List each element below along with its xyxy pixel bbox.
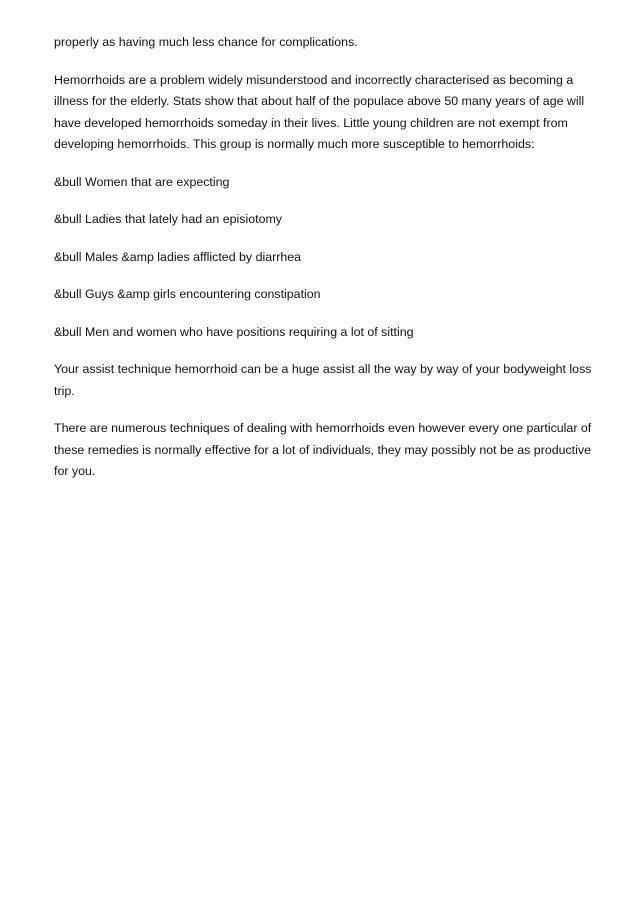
list-item-diarrhea: &bull Males &amp ladies afflicted by diarrhea [54, 249, 302, 264]
paragraph-remedies: There are numerous techniques of dealing with hemorrhoids even however every one particular of these remedies is normally effective for a lot of individuals, they may possibly not be as productive for you. [54, 421, 592, 478]
list-item-constipation: &bull Guys &amp girls encountering constipation [54, 287, 321, 301]
paragraph-intro-end: properly as having much less chance for complications. [54, 35, 358, 49]
list-item-women-expecting: &bull Women that are expecting [54, 174, 230, 189]
paragraph-hemorrhoids-overview: Hemorrhoids are a problem widely misunderstood and incorrectly characterised as becoming a illness for the elderly. Stats show that about half of the populace above 50 many years of age will have developed hemorrhoids someday in their lives. Little young children are not exempt from developing hemorrhoids. This group is normally much more susceptible to hemorrhoids: [54, 72, 585, 151]
list-item-sitting: &bull Men and women who have positions requiring a lot of sitting [54, 324, 414, 339]
list-item-episiotomy: &bull Ladies that lately had an episiotomy [54, 212, 282, 226]
paragraph-assist-technique: Your assist technique hemorrhoid can be a huge assist all the way by way of your bodyweight loss trip. [54, 362, 592, 398]
